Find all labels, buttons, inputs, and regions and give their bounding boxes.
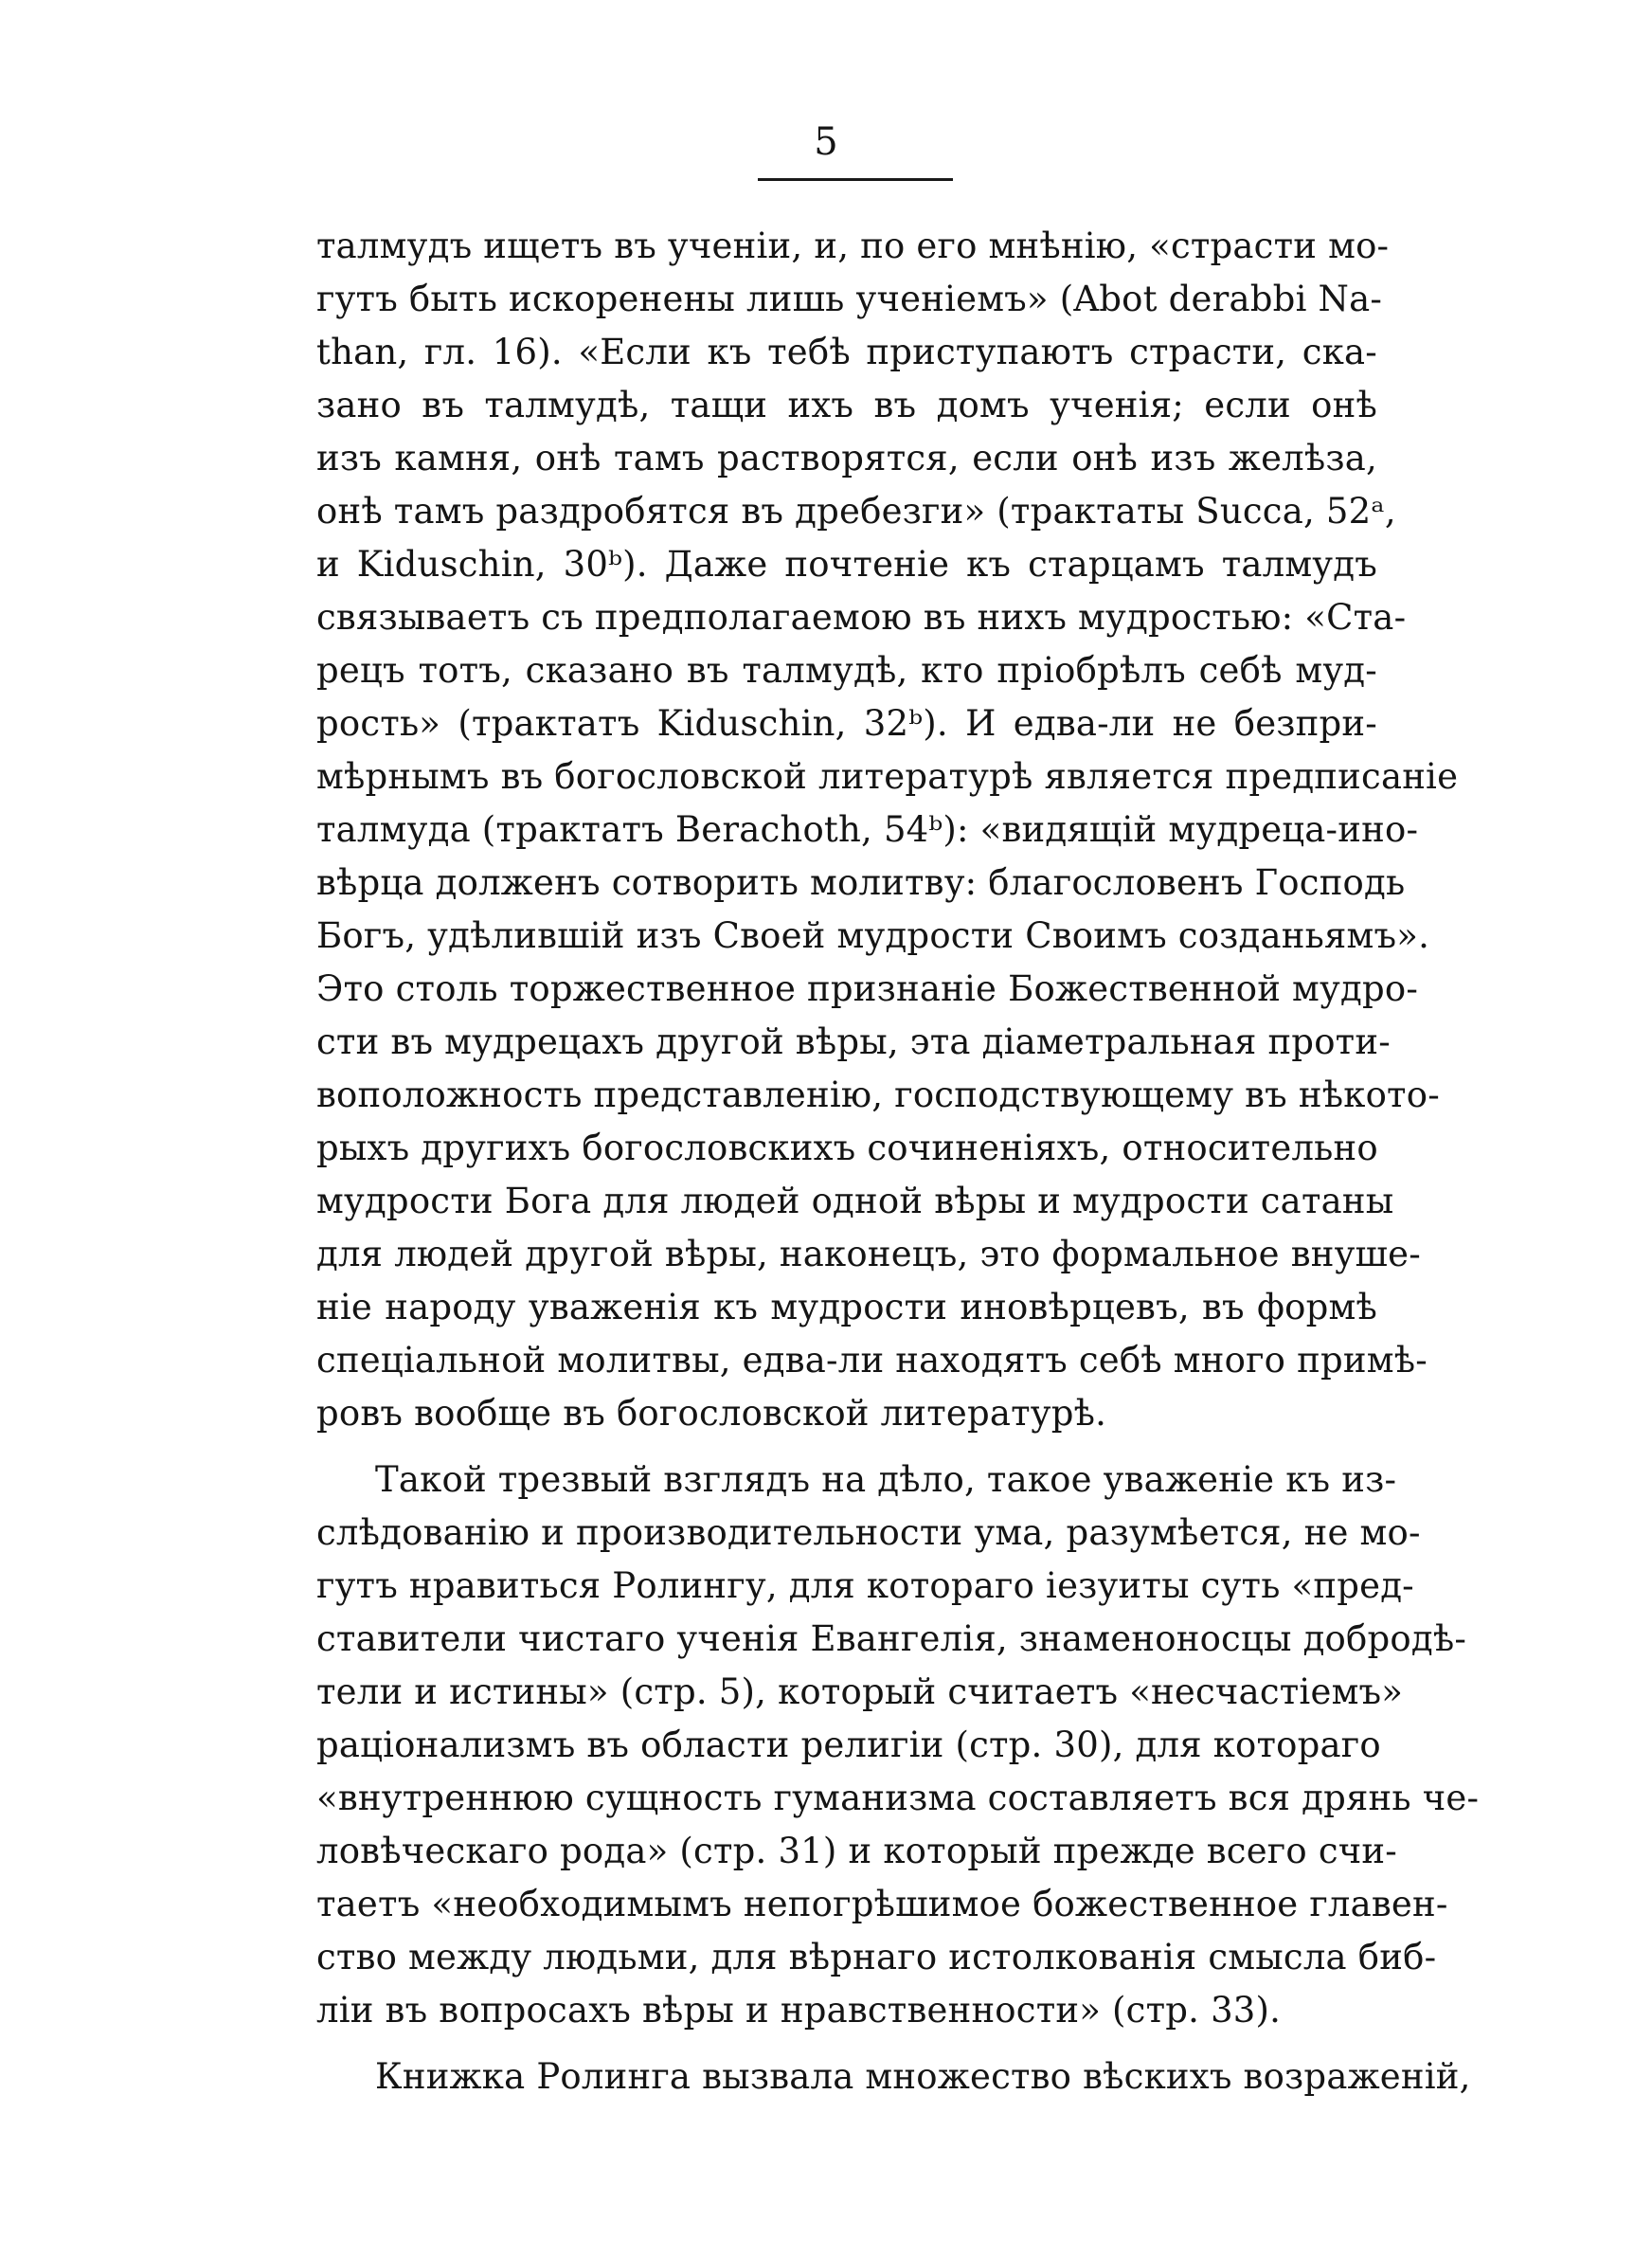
text-line: талмуда (трактатъ Berachoth, 54ᵇ): «видящій мудреца-ино-	[316, 809, 1419, 850]
text-line: ровъ вообще въ богословской литературѣ.	[316, 1393, 1107, 1434]
text-line: мѣрнымъ въ богословской литературѣ является предписаніе	[316, 756, 1459, 797]
text-line: зано въ талмудѣ, тащи ихъ въ домъ ученія; если онѣ	[316, 385, 1377, 425]
text-line: для людей другой вѣры, наконецъ, это формальное внуше-	[316, 1234, 1421, 1274]
paragraph-spacer	[316, 2037, 1377, 2050]
text-line: than, гл. 16). «Если къ тебѣ приступаютъ страсти, ска-	[316, 332, 1377, 372]
text-line: воположность представленію, господствующему въ нѣкото-	[316, 1074, 1440, 1115]
text-body	[316, 220, 1480, 2104]
paragraph	[316, 2050, 1471, 2104]
text-line: Это столь торжественное признаніе Божественной мудро-	[316, 968, 1419, 1009]
text-line: ловѣческаго рода» (стр. 31) и который прежде всего счи-	[316, 1831, 1397, 1871]
text-line: рость» (трактатъ Kiduschin, 32ᵇ). И едва-ли не безпри-	[316, 703, 1377, 744]
text-line: талмудъ ищетъ въ ученіи, и, по его мнѣнію, «страсти мо-	[316, 226, 1390, 266]
text-line: мудрости Бога для людей одной вѣры и мудрости сатаны	[316, 1181, 1394, 1221]
text-line: ставители чистаго ученія Евангелія, знаменоносцы добродѣ-	[316, 1618, 1467, 1659]
paragraph-spacer	[316, 1440, 1377, 1454]
text-line: таетъ «необходимымъ непогрѣшимое божественное главен-	[316, 1884, 1448, 1924]
text-line: связываетъ съ предполагаемою въ нихъ мудростью: «Ста-	[316, 597, 1407, 638]
text-line: рыхъ другихъ богословскихъ сочиненіяхъ, относительно	[316, 1128, 1378, 1168]
paragraph	[316, 1454, 1480, 2037]
text-line: гутъ нравиться Ролингу, для котораго іезуиты суть «пред-	[316, 1565, 1414, 1606]
page-number: 5	[814, 120, 838, 164]
text-line: Такой трезвый взглядъ на дѣло, такое уваженіе къ из-	[375, 1459, 1397, 1500]
text-line: рецъ тотъ, сказано въ талмудѣ, кто пріобрѣлъ себѣ муд-	[316, 650, 1377, 691]
text-line: изъ камня, онѣ тамъ растворятся, если онѣ изъ желѣза,	[316, 438, 1377, 478]
text-line: «внутреннюю сущность гуманизма составляетъ вся дрянь че-	[316, 1778, 1480, 1818]
text-line: ство между людьми, для вѣрнаго истолкованія смысла биб-	[316, 1937, 1437, 1977]
text-line: слѣдованію и производительности ума, разумѣется, не мо-	[316, 1512, 1421, 1553]
text-line: гутъ быть искоренены лишь ученіемъ» (Abot derabbi Na-	[316, 279, 1383, 319]
text-line: и Kiduschin, 30ᵇ). Даже почтеніе къ старцамъ талмудъ	[316, 544, 1377, 585]
text-line: вѣрца долженъ сотворить молитву: благословенъ Господь	[316, 862, 1406, 903]
text-line: тели и истины» (стр. 5), который считаетъ «несчастіемъ»	[316, 1671, 1404, 1712]
text-line: ніе народу уваженія къ мудрости иновѣрцевъ, въ формѣ	[316, 1287, 1377, 1327]
text-line: ліи въ вопросахъ вѣры и нравственности» (стр. 33).	[316, 1990, 1282, 2031]
text-line: спеціальной молитвы, едва-ли находятъ себѣ много примѣ-	[316, 1340, 1428, 1381]
text-line: сти въ мудрецахъ другой вѣры, эта діаметральная проти-	[316, 1021, 1391, 1062]
text-line: онѣ тамъ раздробятся въ дребезги» (трактаты Succa, 52ᵃ,	[316, 491, 1396, 532]
text-line: Богъ, удѣлившій изъ Своей мудрости Своимъ созданьямъ».	[316, 915, 1430, 956]
text-line: Книжка Ролинга вызвала множество вѣскихъ возраженій,	[375, 2056, 1471, 2097]
header-rule	[758, 178, 953, 181]
paragraph	[316, 220, 1459, 1440]
text-line: раціонализмъ въ области религіи (стр. 30), для котораго	[316, 1724, 1381, 1765]
